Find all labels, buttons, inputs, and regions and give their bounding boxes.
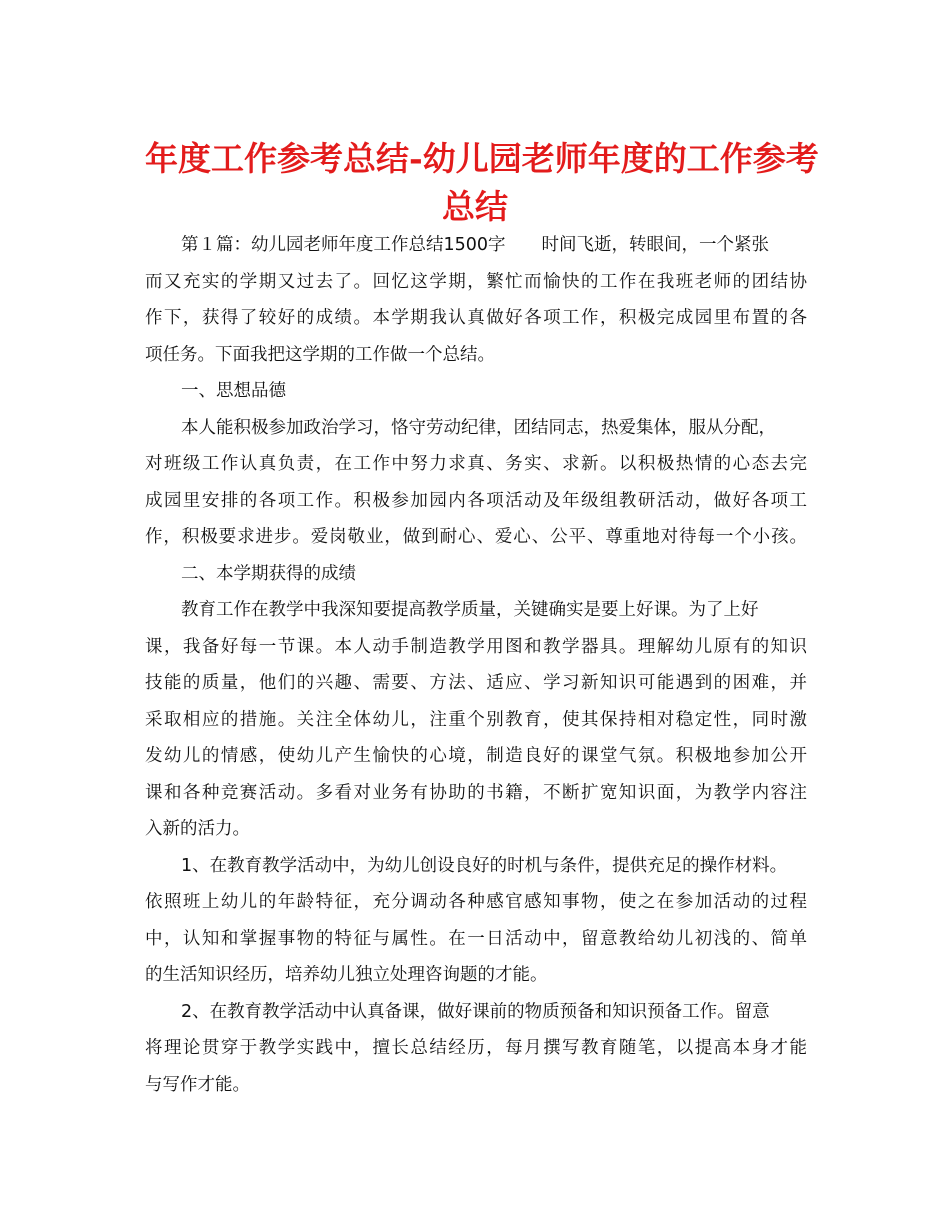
paragraph-line: 入新的活力。 — [145, 819, 250, 839]
paragraph-line: 中，认知和掌握事物的特征与属性。在一日活动中，留意教给幼儿初浅的、简单 — [145, 928, 807, 949]
paragraph-line: 发幼儿的情感，使幼儿产生愉快的心境，制造良好的课堂气氛。积极地参加公开 — [145, 746, 807, 766]
paragraph-line: 成园里安排的各项工作。积极参加园内各项活动及年级组教研活动，做好各项工 — [145, 490, 807, 511]
paragraph-line: 作下，获得了较好的成绩。本学期我认真做好各项工作，积极完成园里布置的各 — [145, 308, 807, 328]
paragraph-line: 项任务。下面我把这学期的工作做一个总结。 — [145, 344, 495, 365]
paragraph-line: 与写作才能。 — [145, 1074, 250, 1095]
section-heading: 一、思想品德 — [181, 381, 286, 401]
paragraph-line: 作，积极要求进步。爱岗敬业，做到耐心、爱心、公平、尊重地对待每一个小孩。 — [145, 527, 807, 547]
paragraph-line: 课和各种竞赛活动。多看对业务有协助的书籍，不断扩宽知识面，为教学内容注 — [145, 782, 807, 803]
section-heading: 二、本学期获得的成绩 — [181, 563, 356, 584]
paragraph-line: 采取相应的措施。关注全体幼儿，注重个别教育，使其保持相对稳定性，同时激 — [145, 709, 807, 730]
paragraph-line — [145, 227, 835, 264]
paragraph-line: 将理论贯穿于教学实践中，擅长总结经历，每月撰写教育随笔，以提高本身才能 — [145, 1038, 807, 1058]
paragraph-line: 1、在教育教学活动中，为幼儿创设良好的时机与条件，提供充足的操作材料。 — [181, 855, 788, 876]
paragraph-line: 对班级工作认真负责，在工作中努力求真、务实、求新。以积极热情的心态去完 — [145, 454, 807, 474]
paragraph-line: 教育工作在教学中我深知要提高教学质量，关键确实是要上好课。为了上好 — [181, 600, 759, 620]
paragraph-line: 课，我备好每一节课。本人动手制造教学用图和教学器具。理解幼儿原有的知识 — [145, 636, 807, 657]
paragraph-line: 而又充实的学期又过去了。回忆这学期，繁忙而愉快的工作在我班老师的团结协 — [145, 271, 807, 292]
paragraph-line: 2、在教育教学活动中认真备课，做好课前的物质预备和知识预备工作。留意 — [181, 1001, 770, 1022]
document-body — [145, 227, 835, 1103]
intro-text: 时间飞逝，转眼间，一个紧张 — [541, 235, 770, 255]
intro-lead: 第１篇：幼儿园老师年度工作总结1500字 — [181, 235, 506, 255]
paragraph-line: 本人能积极参加政治学习，恪守劳动纪律，团结同志，热爱集体，服从分配， — [181, 417, 776, 438]
paragraph-line: 依照班上幼儿的年龄特征，充分调动各种感官感知事物，使之在参加活动的过程 — [145, 892, 807, 912]
paragraph-line: 的生活知识经历，培养幼儿独立处理咨询题的才能。 — [145, 965, 548, 985]
document-title-line-1: 年度工作参考总结-幼儿园老师年度的工作参考 — [145, 139, 819, 178]
document-title-line-2: 总结 — [442, 187, 508, 226]
paragraph-line: 技能的质量，他们的兴趣、需要、方法、适应、学习新知识可能遇到的困难，并 — [145, 673, 807, 693]
